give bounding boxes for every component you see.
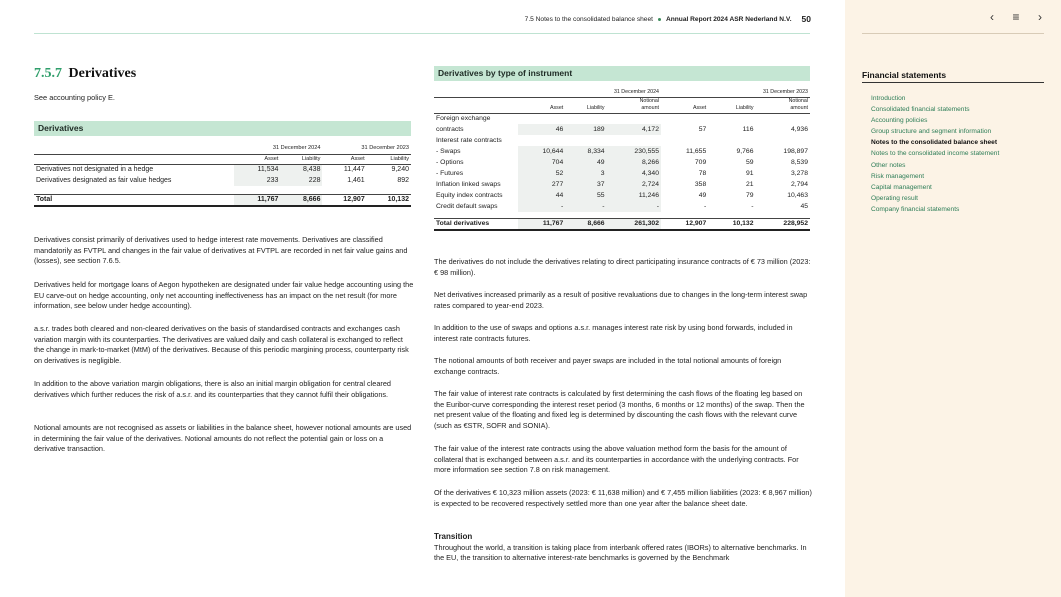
cell-value: 79 <box>745 192 754 199</box>
cell-value <box>661 113 708 124</box>
sidebar-item[interactable]: Risk management <box>871 172 925 180</box>
year-header-row <box>434 88 810 97</box>
cell-value: 11,655 <box>685 148 707 155</box>
cell-value: - <box>565 201 606 212</box>
transition-section <box>434 532 814 564</box>
cell-value: 91 <box>745 170 754 177</box>
cell-value: 261,302 <box>607 218 661 230</box>
cell-value: 4,936 <box>790 126 808 133</box>
cell-value <box>518 135 565 146</box>
cell-value: 21 <box>745 181 754 188</box>
row-label: Equity index contracts <box>436 192 503 199</box>
cell-value: 8,334 <box>565 146 606 157</box>
cell-value <box>565 135 606 146</box>
column-header: Liability <box>367 154 411 164</box>
cell-value: 12,907 <box>661 218 708 230</box>
body-paragraph: Derivatives consist primarily of derivatives used to hedge interest rate movements. Derivatives are classified mandatorily as FVTPL and changes in the fair value of derivatives at FVTPL are recorded in net fair value gains and (losses), see section 7.6.5. <box>34 235 408 266</box>
sidebar-item[interactable]: Introduction <box>871 95 906 102</box>
cell-value: 11,447 <box>343 166 365 174</box>
cell-value: - <box>607 201 661 212</box>
side-panel <box>845 0 1061 597</box>
header-divider <box>34 33 810 34</box>
page-number: 50 <box>801 14 811 24</box>
row-label: Total derivatives <box>434 218 518 230</box>
section-number: 7.5.7 <box>34 66 62 81</box>
table-row <box>434 124 810 135</box>
cell-value: 233 <box>234 175 280 186</box>
cell-value: 8,666 <box>565 218 606 230</box>
cell-value: 230,555 <box>607 146 661 157</box>
cell-value: 8,438 <box>280 164 322 175</box>
table-row <box>434 146 810 157</box>
notional-label: Notional <box>639 98 659 104</box>
sidebar-item[interactable]: Notes to the consolidated balance sheet <box>871 139 998 147</box>
cell-value: 11,767 <box>234 194 280 206</box>
cell-value <box>565 113 606 124</box>
page-navigation <box>985 10 1047 24</box>
row-label: Derivatives designated as fair value hedges <box>36 177 172 184</box>
table-row <box>434 157 810 168</box>
column-header: Asset <box>518 104 565 113</box>
cell-value: 1,461 <box>347 177 365 184</box>
cell-value: 3,278 <box>790 170 808 177</box>
table-row <box>434 179 810 190</box>
table-row <box>434 135 810 146</box>
sidebar-divider <box>862 33 1044 34</box>
cell-value: 3 <box>565 168 606 179</box>
cell-value: 277 <box>518 179 565 190</box>
sidebar-item[interactable]: Notes to the consolidated income statement <box>871 150 1000 158</box>
cell-value: 49 <box>698 192 707 199</box>
cell-value <box>607 135 661 146</box>
cell-value: 55 <box>565 190 606 201</box>
previous-page-icon[interactable]: ‹ <box>990 10 994 24</box>
sidebar-item[interactable]: Consolidated financial statements <box>871 106 970 114</box>
row-label: Interest rate contracts <box>436 137 502 144</box>
cell-value: 8,666 <box>280 194 322 206</box>
column-header: Asset <box>322 154 366 164</box>
body-paragraph: a.s.r. trades both cleared and non-cleared derivatives on the basis of standardised contracts and exchanges cash variation margin with its counterparties. The derivatives are valued daily and cash collateral is exchanged to reflect the change in mark-to-market (MtM) of the derivatives. Because of this periodic margining process, counterparty risk on derivatives is negligible. <box>34 324 409 365</box>
header-report-title: Annual Report 2024 ASR Nederland N.V. <box>665 15 792 23</box>
cell-value: 8,266 <box>607 157 661 168</box>
body-paragraph: Of the derivatives € 10,323 million assets (2023: € 11,638 million) and € 7,455 million liabilities (2023: € 8,967 million) is expected to be recovered respectively settled more than one year after the balance sheet date. <box>434 488 812 508</box>
cell-value: 189 <box>565 124 606 135</box>
row-label: - Futures <box>436 170 464 177</box>
cell-value: 11,246 <box>607 190 661 201</box>
sidebar-title[interactable]: Financial statements <box>862 70 947 80</box>
table-row <box>34 175 411 186</box>
cell-value <box>756 113 811 124</box>
cell-value <box>708 135 755 146</box>
body-paragraph: Notional amounts are not recognised as assets or liabilities in the balance sheet, however notional amounts are used in determining the fair value of the derivatives. Notional amounts do not reflect the potential gain or loss on a derivative transaction. <box>34 423 412 454</box>
cell-value: 37 <box>565 179 606 190</box>
body-paragraph: The fair value of the interest rate contracts using the above valuation method form the basis for the amount of collateral that is exchanged between a.s.r. and its counterparties in accordance with the underlying contracts. For more information see section 7.8 on risk management. <box>434 444 799 475</box>
column-header-row <box>34 154 411 164</box>
cell-value: 228,952 <box>756 218 811 230</box>
policy-reference: See accounting policy E. <box>34 93 115 102</box>
cell-value: 2,794 <box>790 181 808 188</box>
table-row <box>434 113 810 124</box>
row-label: contracts <box>436 126 464 133</box>
column-header: amount <box>756 104 811 113</box>
header-section: 7.5 Notes to the consolidated balance sheet <box>524 15 653 23</box>
column-header: amount <box>607 104 661 113</box>
transition-heading: Transition <box>434 532 473 541</box>
cell-value: 198,897 <box>783 148 808 155</box>
cell-value: 78 <box>698 170 707 177</box>
menu-icon[interactable]: ≡ <box>1012 10 1020 24</box>
cell-value <box>518 113 565 124</box>
row-label: Credit default swaps <box>436 203 498 210</box>
cell-value: 8,539 <box>790 159 808 166</box>
column-header: Liability <box>280 154 322 164</box>
cell-value: 52 <box>518 168 565 179</box>
column-header-row <box>434 104 810 113</box>
cell-value: 10,463 <box>787 192 808 199</box>
cell-value: - <box>518 201 565 212</box>
cell-value: 709 <box>694 159 707 166</box>
instrument-table-title: Derivatives by type of instrument <box>434 66 810 81</box>
body-paragraph: In addition to the above variation margin obligations, there is also an initial margin obligation for central cleared derivatives which further reduces the risk of a.s.r. and its counterparties that they cannot fulfil their obligations. <box>34 379 391 399</box>
cell-value: 10,132 <box>367 194 411 206</box>
sidebar-toc <box>871 93 999 215</box>
cell-value: 358 <box>694 181 707 188</box>
row-label: Inflation linked swaps <box>436 181 501 188</box>
sidebar-title-underline <box>862 82 1044 83</box>
cell-value: 12,907 <box>322 194 366 206</box>
row-label: - Options <box>436 159 464 166</box>
column-header: Liability <box>565 104 606 113</box>
cell-value: 44 <box>518 190 565 201</box>
cell-value: 11,767 <box>518 218 565 230</box>
sidebar-item[interactable]: Accounting policies <box>871 117 928 125</box>
row-label: Derivatives not designated in a hedge <box>36 166 154 174</box>
sidebar-item[interactable]: Capital management <box>871 183 932 191</box>
cell-value: 11,534 <box>234 164 280 175</box>
year-header: 31 December 2023 <box>661 88 810 97</box>
column-header: Liability <box>708 104 755 113</box>
cell-value <box>708 113 755 124</box>
row-label: Foreign exchange <box>436 115 491 123</box>
body-paragraph: The fair value of interest rate contracts is calculated by first determining the cash flows of the floating leg based on the Euribor-curve corresponding the interest reset period (3 months, 6 months or 12 months) of the swap. Then the net present value of the floating and fixed leg is determined by discounting the cash flows with the relevant curve (such as €STR, SOFR and SONIA). <box>434 389 805 430</box>
cell-value: 9,766 <box>736 148 754 155</box>
table-row <box>434 190 810 201</box>
cell-value: 57 <box>698 126 707 133</box>
total-row <box>34 194 411 206</box>
total-row <box>434 218 810 230</box>
body-paragraph: Net derivatives increased primarily as a result of positive revaluations due to changes in the long-term interest swap rates compared to year-end 2023. <box>434 290 808 310</box>
sidebar-item[interactable]: Other notes <box>871 161 906 169</box>
year-header: 31 December 2024 <box>234 143 322 154</box>
cell-value: 45 <box>800 203 808 210</box>
body-paragraph: The derivatives do not include the derivatives relating to direct participating insurance contracts of € 73 million (2023: € 98 million). <box>434 257 811 277</box>
section-title-text: Derivatives <box>68 66 137 81</box>
row-label: Total <box>34 194 234 206</box>
next-page-icon[interactable]: › <box>1038 10 1042 24</box>
section-title <box>34 66 136 82</box>
instrument-table <box>434 88 810 231</box>
column-header: Asset <box>661 104 708 113</box>
sidebar-item[interactable]: Operating result <box>871 194 918 202</box>
cell-value: 2,724 <box>607 179 661 190</box>
cell-value: 46 <box>518 124 565 135</box>
body-paragraph: Derivatives held for mortgage loans of Aegon hypotheken are designated under fair value hedge accounting using the EU carve-out on hedge accounting, only net accounting ineffectiveness has an impact on the net result (for more information, see below under hedge accounting). <box>34 280 414 311</box>
derivatives-table-title: Derivatives <box>34 121 411 136</box>
cell-value <box>661 135 708 146</box>
cell-value: - <box>703 203 707 210</box>
cell-value <box>607 113 661 124</box>
year-header: 31 December 2023 <box>322 143 411 154</box>
sidebar-item[interactable]: Group structure and segment information <box>871 128 992 136</box>
table-row <box>434 168 810 179</box>
sidebar-item[interactable]: Company financial statements <box>871 205 960 213</box>
transition-text: Throughout the world, a transition is taking place from interbank offered rates (IBORs) to alternative benchmarks. In the EU, the transition to alternative interest-rate benchmarks is governed by the Benchmark <box>434 542 807 563</box>
cell-value: - <box>751 203 754 210</box>
cell-value: 10,644 <box>518 146 565 157</box>
cell-value: 4,340 <box>607 168 661 179</box>
cell-value: 116 <box>742 126 754 133</box>
column-header: Asset <box>234 154 280 164</box>
cell-value: 228 <box>280 175 322 186</box>
cell-value: 49 <box>565 157 606 168</box>
cell-value: 892 <box>397 177 409 184</box>
body-paragraph: In addition to the use of swaps and options a.s.r. manages interest rate risk by using bond forwards, included in interest rate contracts futures. <box>434 323 793 343</box>
year-header: 31 December 2024 <box>518 88 661 97</box>
cell-value: 9,240 <box>391 166 409 174</box>
notional-header-row <box>434 97 810 104</box>
derivatives-table <box>34 143 411 207</box>
cell-value: 704 <box>518 157 565 168</box>
year-header-row <box>34 143 411 154</box>
cell-value <box>756 135 811 146</box>
cell-value: 4,172 <box>607 124 661 135</box>
row-label: - Swaps <box>436 148 461 155</box>
body-paragraph: The notional amounts of both receiver and payer swaps are included in the total notional amounts of foreign exchange contracts. <box>434 356 782 376</box>
table-row <box>34 164 411 175</box>
header-separator-dot <box>658 18 661 21</box>
notional-label: Notional <box>788 98 808 104</box>
table-row <box>434 201 810 212</box>
page-header <box>525 14 811 24</box>
cell-value: 59 <box>745 159 754 166</box>
cell-value: 10,132 <box>708 218 755 230</box>
